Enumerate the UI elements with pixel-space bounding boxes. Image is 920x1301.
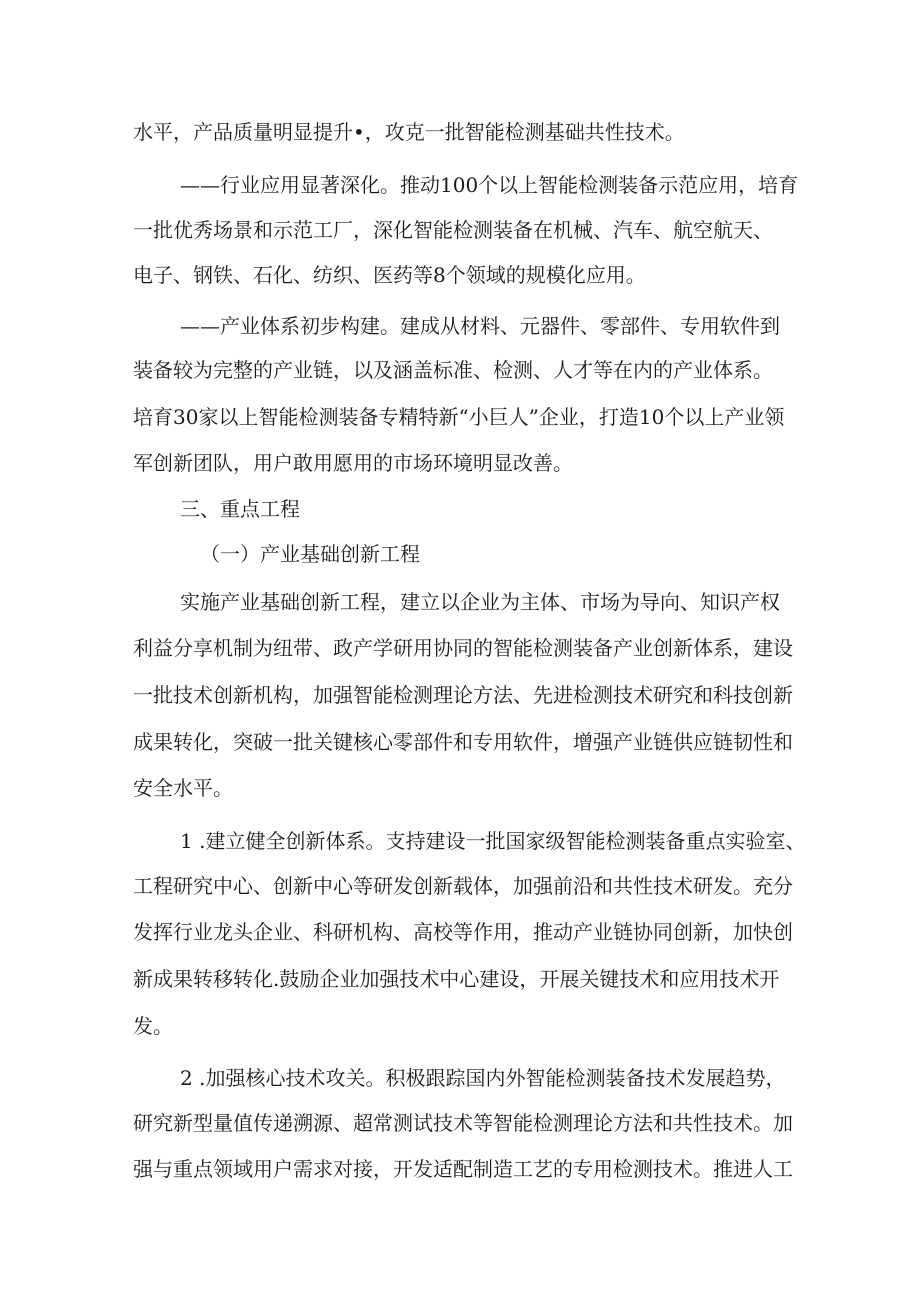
text-line: 2 .加强核心技术攻关。积极跟踪国内外智能检测装备技术发展趋势， — [180, 1066, 786, 1090]
text-line: 装备较为完整的产业链，以及涵盖标准、检测、人才等在内的产业体系。 — [133, 358, 773, 382]
text-line: 一批优秀场景和示范工厂，深化智能检测装备在机械、汽车、航空航天、 — [133, 218, 773, 242]
text-line: 军创新团队，用户敢用愿用的市场环境明显改善。 — [133, 451, 573, 475]
text-line: 利益分享机制为纽带、政产学研用协同的智能检测装备产业创新体系，建设 — [133, 636, 793, 660]
text-line: 一批技术创新机构，加强智能检测理论方法、先进检测技术研究和科技创新 — [133, 683, 793, 707]
text-line: 培育30家以上智能检测装备专精特新“小巨人”企业，打造10个以上产业领 — [133, 405, 785, 429]
text-line: 成果转化，突破一批关键核心零部件和专用软件，增强产业链供应链韧性和 — [133, 730, 793, 754]
text-line: 电子、钢铁、石化、纺织、医药等8个领域的规模化应用。 — [133, 263, 646, 287]
text-line: 工程研究中心、创新中心等研发创新载体，加强前沿和共性技术研发。充分 — [133, 874, 793, 898]
text-line: ——行业应用显著深化。推动100个以上智能检测装备示范应用，培育 — [180, 173, 799, 197]
subsection-heading: （一）产业基础创新工程 — [200, 542, 420, 566]
text-line: ——产业体系初步构建。建成从材料、元器件、零部件、专用软件到 — [180, 314, 780, 338]
text-line: 安全水平。 — [133, 776, 233, 800]
text-line: 水平，产品质量明显提升•，攻克一批智能检测基础共性技术。 — [133, 120, 685, 144]
text-line: 强与重点领域用户需求对接，开发适配制造工艺的专用检测技术。推进人工 — [133, 1157, 793, 1181]
text-line: 新成果转移转化.鼓励企业加强技术中心建设，开展关键技术和应用技术开 — [133, 967, 780, 991]
text-line: 实施产业基础创新工程，建立以企业为主体、市场为导向、知识产权 — [180, 590, 780, 614]
text-line: 1 .建立健全创新体系。支持建设一批国家级智能检测装备重点实验室、 — [180, 829, 806, 853]
text-line: 发挥行业龙头企业、科研机构、高校等作用，推动产业链协同创新，加快创 — [133, 920, 793, 944]
text-line: 研究新型量值传递溯源、超常测试技术等智能检测理论方法和共性技术。加 — [133, 1111, 793, 1135]
section-heading: 三、重点工程 — [180, 497, 300, 521]
text-line: 发。 — [133, 1014, 173, 1038]
